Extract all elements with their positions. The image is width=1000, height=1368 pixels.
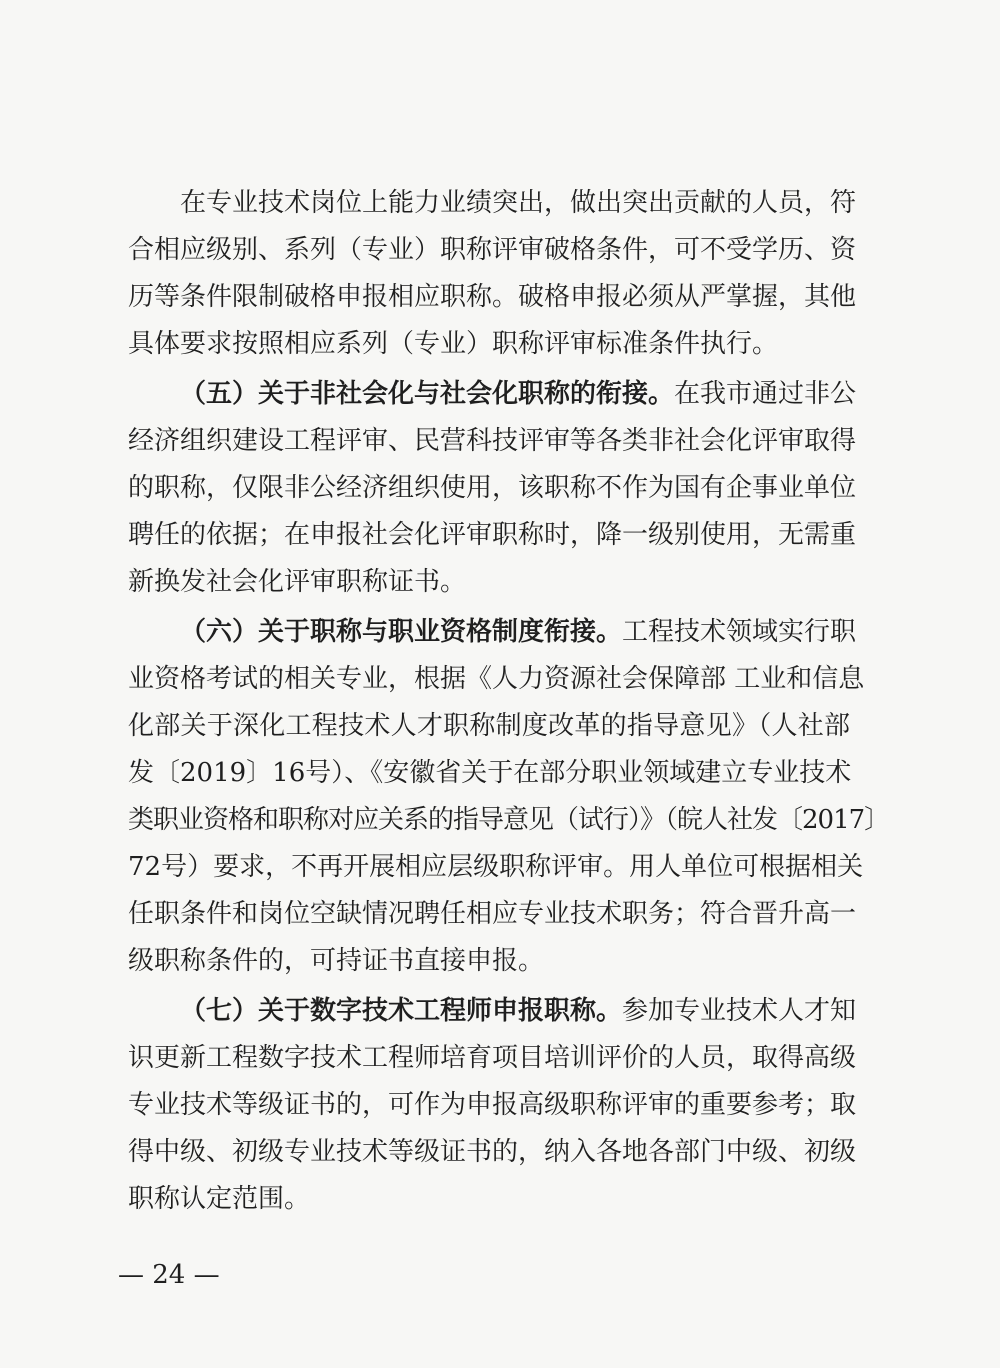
text-line: 化部关于深化工程技术人才职称制度改革的指导意见》（人社部 — [128, 711, 850, 741]
section-heading: （五）关于非社会化与社会化职称的衔接。 — [180, 379, 675, 409]
text-line: 在专业技术岗位上能力业绩突出，做出突出贡献的人员，符 — [180, 188, 857, 218]
text-line: 聘任的依据；在申报社会化评审职称时，降一级别使用，无需重 — [128, 520, 857, 550]
text-run: 参加专业技术人才知 — [622, 996, 857, 1026]
text-line — [128, 609, 857, 656]
text-line: 合相应级别、系列（专业）职称评审破格条件，可不受学历、资 — [128, 235, 857, 265]
text-line — [128, 988, 857, 1035]
section-heading: （七）关于数字技术工程师申报职称。 — [180, 996, 623, 1026]
text-line: 历等条件限制破格申报相应职称。破格申报必须从严掌握，其他 — [128, 282, 857, 312]
text-line: 经济组织建设工程评审、民营科技评审等各类非社会化评审取得 — [128, 426, 857, 456]
text-line: 业资格考试的相关专业，根据《人力资源社会保障部 工业和信息 — [128, 664, 865, 694]
text-line: 新换发社会化评审职称证书。 — [128, 567, 467, 597]
text-line: 具体要求按照相应系列（专业）职称评审标准条件执行。 — [128, 329, 779, 359]
text-run: 工程技术领域实行职 — [622, 617, 857, 647]
text-line — [128, 371, 857, 418]
text-line: 级职称条件的，可持证书直接申报。 — [128, 946, 545, 976]
text-line: 专业技术等级证书的，可作为申报高级职称评审的重要参考；取 — [128, 1090, 857, 1120]
paragraph-3 — [128, 609, 890, 985]
text-line: 职称认定范围。 — [128, 1184, 311, 1214]
text-run: 在我市通过非公 — [674, 379, 857, 409]
text-line: 72号）要求，不再开展相应层级职称评审。用人单位可根据相关 — [128, 852, 864, 882]
paragraph-1 — [128, 180, 857, 368]
text-line: 的职称，仅限非公经济组织使用，该职称不作为国有企事业单位 — [128, 473, 857, 503]
page-number: — 24 — — [118, 1260, 220, 1290]
text-line: 识更新工程数字技术工程师培育项目培训评价的人员，取得高级 — [128, 1043, 857, 1073]
section-heading: （六）关于职称与职业资格制度衔接。 — [180, 617, 623, 647]
text-line: 发〔2019〕16号）、《安徽省关于在部分职业领域建立专业技术 — [128, 758, 852, 788]
document-body — [128, 180, 890, 1223]
paragraph-4 — [128, 988, 857, 1223]
text-line: 任职条件和岗位空缺情况聘任相应专业技术职务；符合晋升高一 — [128, 899, 857, 929]
text-line: 类职业资格和职称对应关系的指导意见（试行）》（皖人社发〔2017〕 — [128, 805, 890, 835]
text-line: 得中级、初级专业技术等级证书的，纳入各地各部门中级、初级 — [128, 1137, 857, 1167]
paragraph-2 — [128, 371, 857, 606]
